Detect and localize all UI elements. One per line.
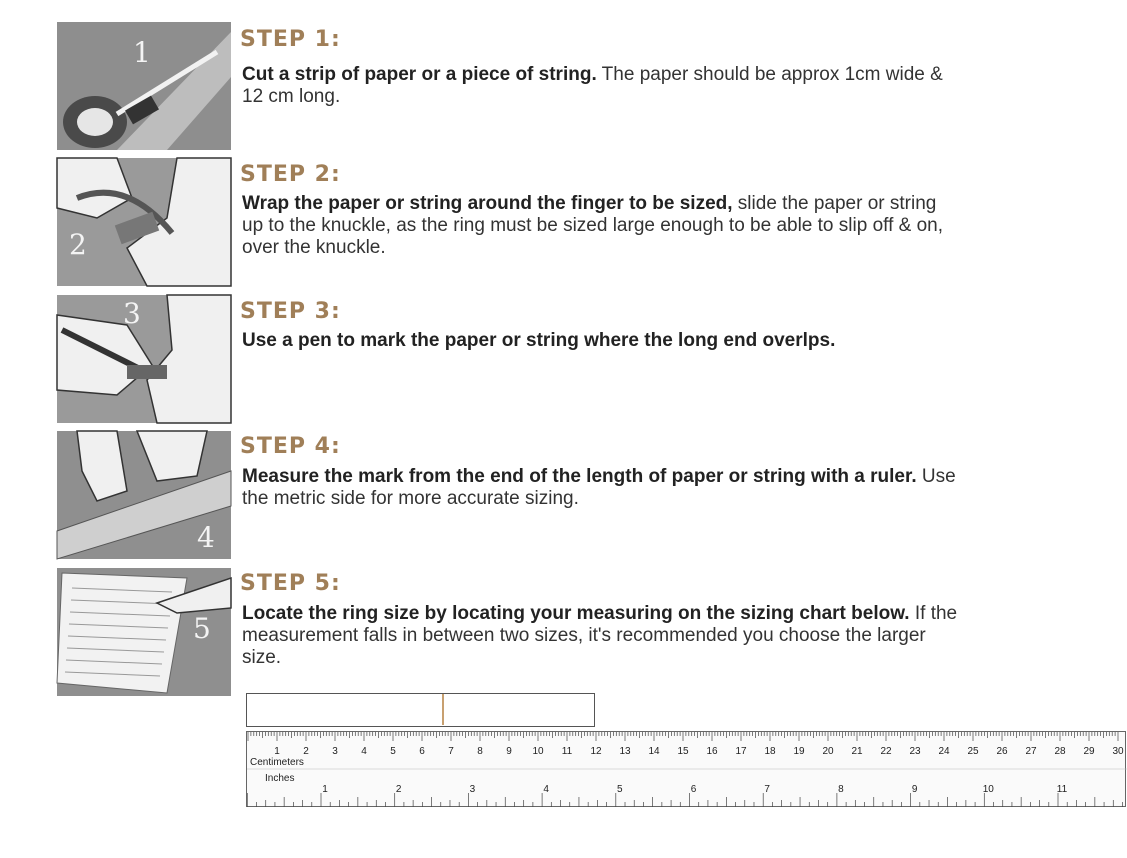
strip-mark <box>442 694 444 725</box>
step-4-title: STEP 4: <box>240 434 341 459</box>
step-5-detail: If the measurement falls in between two sizes, it's recommended you choose the larger size. <box>242 603 958 668</box>
cm-number: 3 <box>332 746 338 757</box>
cm-number: 2 <box>303 746 309 757</box>
step-number: 4 <box>197 521 215 554</box>
step-2-bold: Wrap the paper or string around the finger to be sized, <box>242 193 733 214</box>
centimeters-label: Centimeters <box>250 757 304 768</box>
step-1-bold: Cut a strip of paper or a piece of string. <box>242 64 597 85</box>
step-3-title: STEP 3: <box>240 299 341 324</box>
inch-number: 1 <box>322 784 328 795</box>
step-5-title: STEP 5: <box>240 571 341 596</box>
cm-number: 16 <box>706 746 718 757</box>
cm-number: 8 <box>477 746 483 757</box>
step-1-detail: The paper should be approx 1cm wide & 12 cm long. <box>242 64 943 107</box>
cm-number: 27 <box>1025 746 1037 757</box>
cm-number: 15 <box>677 746 689 757</box>
step-2-title: STEP 2: <box>240 162 341 187</box>
step-5-illustration <box>57 568 231 696</box>
inch-number: 11 <box>1056 784 1068 795</box>
cm-number: 17 <box>735 746 747 757</box>
cm-number: 22 <box>880 746 892 757</box>
inch-number: 8 <box>838 784 844 795</box>
inch-number: 9 <box>911 784 918 795</box>
inch-number: 4 <box>543 784 549 795</box>
step-4-text <box>242 466 962 510</box>
cm-number: 24 <box>938 746 950 757</box>
cm-number: 7 <box>448 746 454 757</box>
inch-number: 6 <box>690 784 697 795</box>
cm-number: 26 <box>996 746 1008 757</box>
step-4-illustration <box>57 431 231 559</box>
step-3-bold: Use a pen to mark the paper or string where the long end overlps. <box>242 330 836 351</box>
step-number: 1 <box>133 36 151 69</box>
inch-number: 10 <box>982 784 994 795</box>
inch-number: 5 <box>617 784 623 795</box>
step-2-text <box>242 193 962 259</box>
cm-number: 11 <box>561 746 573 757</box>
step-2-illustration <box>57 158 231 286</box>
step-1-illustration <box>57 22 231 150</box>
cm-number: 19 <box>793 746 805 757</box>
step-number: 2 <box>69 228 87 261</box>
inch-number: 2 <box>395 784 402 795</box>
cm-number: 28 <box>1054 746 1066 757</box>
cm-number: 29 <box>1083 746 1095 757</box>
cm-number: 20 <box>822 746 834 757</box>
cm-number: 13 <box>619 746 631 757</box>
step-1-title: STEP 1: <box>240 27 341 52</box>
step-number: 3 <box>123 297 141 330</box>
cm-number: 23 <box>909 746 921 757</box>
cm-number: 12 <box>590 746 602 757</box>
inch-number: 3 <box>469 784 476 795</box>
cm-number: 1 <box>274 746 280 757</box>
inch-number: 7 <box>764 784 770 795</box>
cm-number: 25 <box>967 746 979 757</box>
cm-number: 18 <box>764 746 776 757</box>
cm-number: 10 <box>532 746 544 757</box>
ruler <box>246 731 1126 807</box>
inches-label: Inches <box>265 773 295 784</box>
step-2-detail: slide the paper or string up to the knuckle, as the ring must be sized large enough to be able to slip off & on, over the knuckle. <box>242 193 943 258</box>
step-3-text <box>242 330 962 352</box>
step-number: 5 <box>193 612 211 645</box>
cm-number: 6 <box>419 746 425 757</box>
cm-number: 30 <box>1112 746 1124 757</box>
cm-number: 5 <box>390 746 396 757</box>
step-5-text <box>242 603 962 669</box>
cm-number: 9 <box>506 746 512 757</box>
step-5-bold: Locate the ring size by locating your measuring on the sizing chart below. <box>242 603 910 624</box>
cm-number: 21 <box>851 746 863 757</box>
cm-number: 14 <box>648 746 660 757</box>
paper-strip <box>246 693 595 727</box>
step-4-detail: Use the metric side for more accurate sizing. <box>242 466 956 509</box>
cm-number: 4 <box>361 746 367 757</box>
ruler-scale <box>247 732 1127 808</box>
step-1-text <box>242 64 962 108</box>
step-4-bold: Measure the mark from the end of the length of paper or string with a ruler. <box>242 466 917 487</box>
step-3-illustration <box>57 295 231 423</box>
